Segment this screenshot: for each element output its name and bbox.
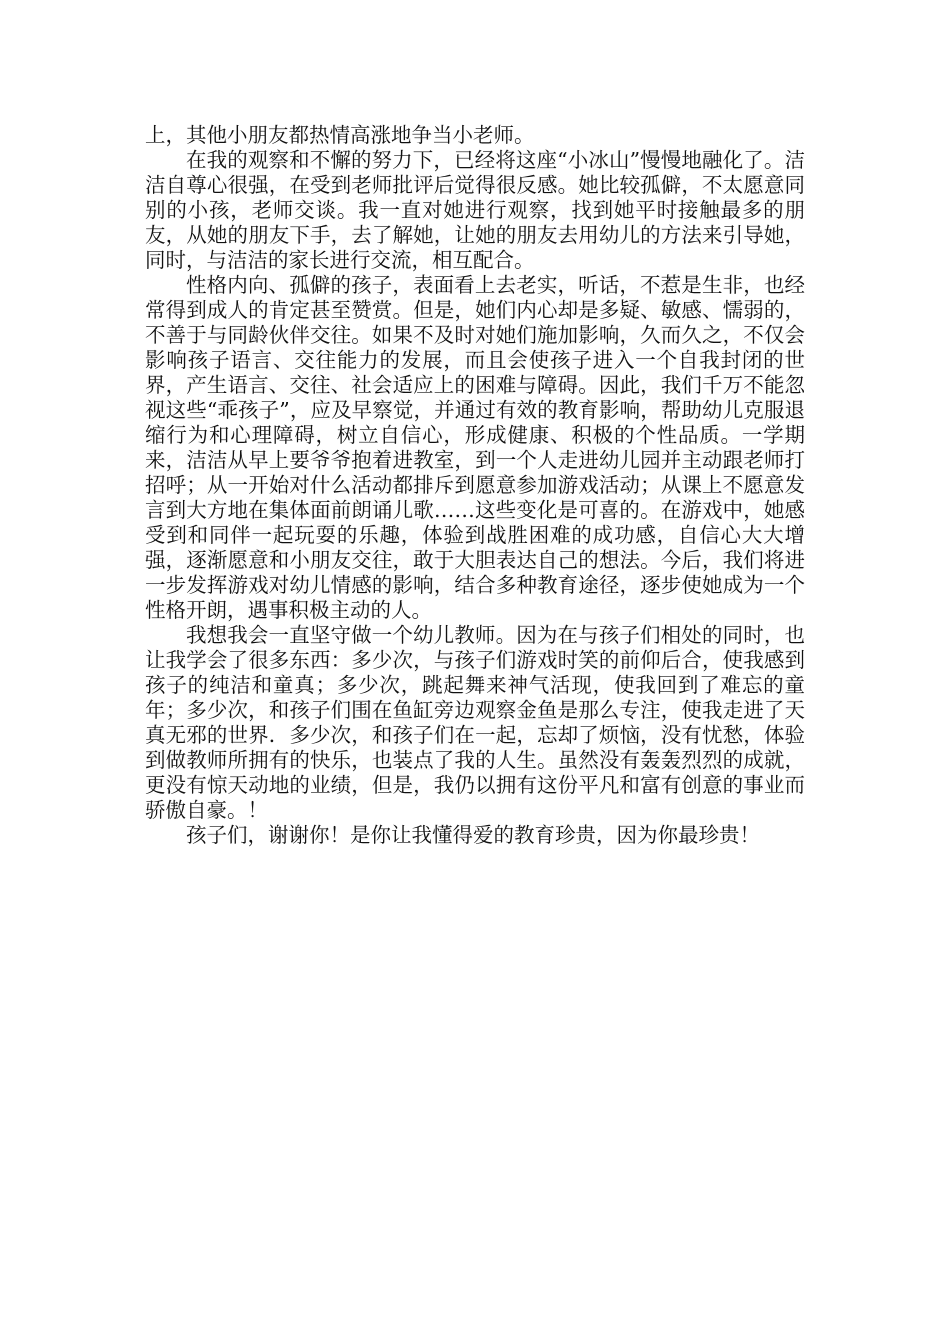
paragraph-observation: 在我的观察和不懈的努力下，已经将这座“小冰山”慢慢地融化了。洁洁自尊心很强，在受到老师批评后觉得很反感。她比较孤僻，不太愿意同别的小孩，老师交谈。我一直对她进行观察，找到她平时接触最多的朋友，从她的朋友下手，去了解她，让她的朋友去用幼儿的方法来引导她，同时，与洁洁的家长进行交流，相互配合。 <box>145 148 805 272</box>
paragraph-teacher-reflection: 我想我会一直坚守做一个幼儿教师。因为在与孩子们相处的同时，也让我学会了很多东西：多少次，与孩子们游戏时笑的前仰后合，使我感到孩子的纯洁和童真；多少次，跳起舞来神气活现，使我回到了难忘的童年；多少次，和孩子们围在鱼缸旁边观察金鱼是那么专注，使我走进了天真无邪的世界．多少次，和孩子们在一起，忘却了烦恼，没有忧愁，体验到做教师所拥有的快乐，也装点了我的人生。虽然没有轰轰烈烈的成就，更没有惊天动地的业绩，但是，我仍以拥有这份平凡和富有创意的事业而骄傲自豪。！ <box>145 623 805 822</box>
paragraph-personality: 性格内向、孤僻的孩子，表面看上去老实，听话，不惹是生非，也经常得到成人的肯定甚至赞赏。但是，她们内心却是多疑、敏感、懦弱的，不善于与同龄伙伴交往。如果不及时对她们施加影响，久而久之，不仅会影响孩子语言、交往能力的发展，而且会使孩子进入一个自我封闭的世界，产生语言、交往、社会适应上的困难与障碍。因此，我们千万不能忽视这些“乖孩子”，应及早察觉，并通过有效的教育影响，帮助幼儿克服退缩行为和心理障碍，树立自信心，形成健康、积极的个性品质。一学期来，洁洁从早上要爷爷抱着进教室，到一个人走进幼儿园并主动跟老师打招呼；从一开始对什么活动都排斥到愿意参加游戏活动；从课上不愿意发言到大方地在集体面前朗诵儿歌……这些变化是可喜的。在游戏中，她感受到和同伴一起玩耍的乐趣，体验到战胜困难的成功感，自信心大大增强，逐渐愿意和小朋友交往，敢于大胆表达自己的想法。今后，我们将进一步发挥游戏对幼儿情感的影响，结合多种教育途径，逐步使她成为一个性格开朗，遇事积极主动的人。 <box>145 273 805 622</box>
paragraph-closing: 孩子们，谢谢你！是你让我懂得爱的教育珍贵，因为你最珍贵！ <box>186 823 760 847</box>
document-body <box>145 123 805 848</box>
paragraph-continuation: 上，其他小朋友都热情高涨地争当小老师。 <box>145 123 535 147</box>
